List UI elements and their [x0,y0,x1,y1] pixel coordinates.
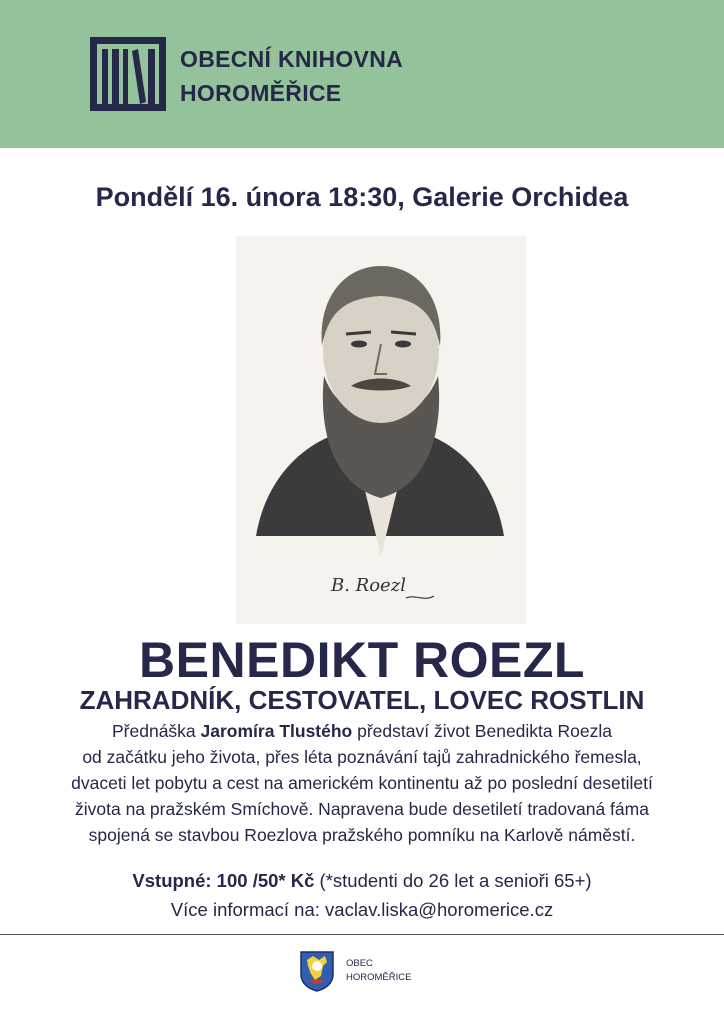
lecture-subtitle: ZAHRADNÍK, CESTOVATEL, LOVEC ROSTLIN [79,685,645,715]
admission-note: (*studenti do 26 let a senioři 65+) [314,870,592,891]
municipality-line1: OBEC [346,958,373,969]
books-logo-icon [90,37,166,111]
footer-divider [0,934,724,935]
description-line-5: spojená se stavbou Roezlova pražského pomníku na Karlově náměstí. [88,825,636,845]
description-line-2: od začátku jeho života, přes léta poznávání tajů zahradnického řemesla, [82,747,642,767]
portrait-engraving [236,236,526,624]
municipality-line2: HOROMĚŘICE [346,972,412,983]
admission-line [0,866,724,895]
header-banner [0,0,724,148]
admission-price: Vstupné: 100 /50* Kč [132,870,315,891]
library-name-line2: HOROMĚŘICE [180,80,342,106]
coat-of-arms-icon [299,950,335,992]
description-line-4: života na pražském Smíchově. Napravena bude desetiletí tradovaná fáma [75,799,649,819]
library-name [180,42,403,110]
lecture-description [30,718,694,848]
portrait-signature: B. Roezl [331,575,406,596]
description-intro: Přednáška [112,721,201,741]
municipality-name [346,957,411,985]
event-date-place: Pondělí 16. února 18:30, Galerie Orchidea [95,182,629,212]
library-name-line1: OBECNÍ KNIHOVNA [180,46,404,72]
description-line-3: dvaceti let pobytu a cest na americkém kontinentu až po poslední desetiletí [71,773,653,793]
description-line-1 [30,718,694,744]
lecturer-name: Jaromíra Tlustého [200,721,353,741]
description-intro-end: představí život Benedikta Roezla [352,721,612,741]
contact-line: Více informací na: vaclav.liska@horomerice.cz [170,899,554,920]
admission-info [0,866,724,924]
lecture-title: BENEDIKT ROEZL [139,632,585,688]
